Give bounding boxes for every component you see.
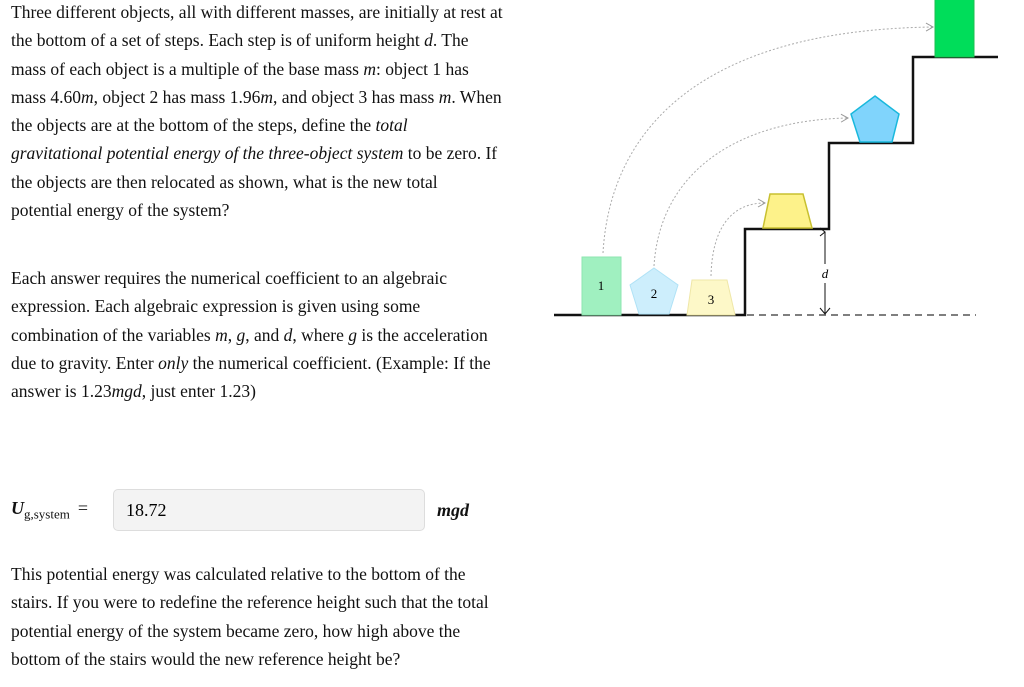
object-2-end (851, 96, 899, 142)
answer-unit: mgd (437, 499, 470, 520)
instructions-paragraph: Each answer requires the numerical coefficient to an algebraic expression. Each algebraic expression is given using some combination of the variables m, g, and d, where g is the acceleration due to gravity. Enter only the numerical coefficient. (Example: If the answer is 1.23mgd, just enter 1.23) (11, 268, 491, 402)
object-3-end (763, 194, 812, 228)
followup-question: This potential energy was calculated relative to the bottom of the stairs. If you were to redefine the reference height such that the total potential energy of the system became zero, how high above the bottom of the stairs would the new reference height be? (11, 564, 489, 669)
path-arrows (603, 27, 933, 276)
object-2-label: 2 (650, 286, 658, 301)
object-3-label: 3 (707, 292, 715, 307)
problem-paragraph-1: Three different objects, all with different masses, are initially at rest at the bottom of a set of steps. Each step is of uniform height d. The mass of each object is a multiple of the base mass m: object 1 has mass 4.60m, object 2 has mass 1.96m, and object 3 has mass m. When the objects are at the bottom of the steps, define the total gravitational potential energy of the three-object system to be zero. If the objects are then relocated as shown, what is the new total potential energy of the system? (11, 2, 503, 221)
answer-label: $U_{g,system}$ = (11, 497, 89, 522)
object-1-end (935, 0, 974, 57)
height-label: d (821, 266, 829, 281)
object-1-label: 1 (597, 278, 605, 293)
